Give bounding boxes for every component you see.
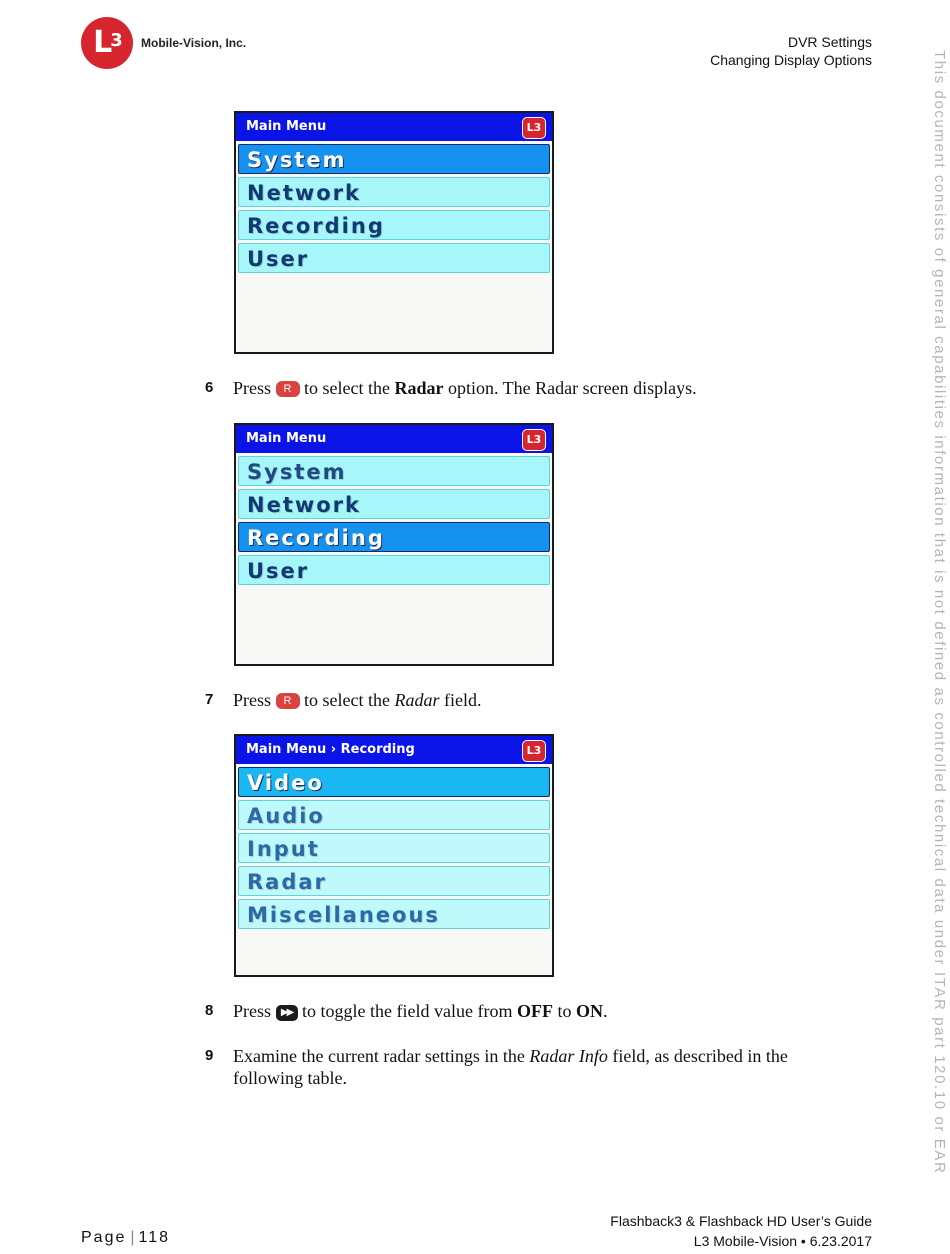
publisher-date: L3 Mobile-Vision • 6.23.2017: [693, 1233, 872, 1249]
header-subsection: Changing Display Options: [710, 52, 872, 68]
logo-mark: $L^3$: [93, 25, 121, 60]
step-text: Press R to select the Radar option. The Radar screen displays.: [233, 378, 697, 398]
screen-title-bar: [236, 425, 552, 453]
menu-item-user[interactable]: User: [238, 243, 550, 273]
page-number: Page | 118: [81, 1229, 171, 1246]
menu-item-recording[interactable]: Recording: [238, 210, 550, 240]
screen-title: Main Menu: [246, 119, 327, 134]
menu-item-video[interactable]: Video: [238, 767, 550, 797]
screen-title: Main Menu › Recording: [246, 742, 415, 757]
menu-item-user[interactable]: User: [238, 555, 550, 585]
dvr-screen-main-menu-system: [234, 111, 554, 354]
dvr-screen-recording-menu: [234, 734, 554, 977]
step-number: 9: [205, 1047, 214, 1064]
step-number: 6: [205, 379, 214, 396]
fast-forward-icon: ▶▶: [276, 1005, 298, 1021]
r-button-icon: R: [276, 381, 300, 397]
header-section: DVR Settings: [787, 34, 872, 50]
screen-title: Main Menu: [246, 431, 327, 446]
step-text: Press R to select the Radar field.: [233, 690, 482, 710]
step-number: 7: [205, 691, 214, 708]
dvr-screen-main-menu-recording: [234, 423, 554, 666]
menu-item-miscellaneous[interactable]: Miscellaneous: [238, 899, 550, 929]
menu-item-system[interactable]: System: [238, 144, 550, 174]
l3-badge-icon: L3: [522, 740, 546, 762]
menu-item-network[interactable]: Network: [238, 489, 550, 519]
screen-title-bar: [236, 736, 552, 764]
side-disclaimer-text: This document consists of general capabilities information that is not defined as controlled technical data under ITAR part 120.10 or EAR: [931, 50, 948, 1175]
step-text: Examine the current radar settings in the Radar Info field, as described in the following table.: [233, 1046, 788, 1088]
menu-item-radar[interactable]: Radar: [238, 866, 550, 896]
menu-item-audio[interactable]: Audio: [238, 800, 550, 830]
menu-item-network[interactable]: Network: [238, 177, 550, 207]
l3-badge-icon: L3: [522, 117, 546, 139]
menu-item-system[interactable]: System: [238, 456, 550, 486]
screen-title-bar: [236, 113, 552, 141]
running-footer: [610, 1211, 872, 1251]
guide-title: Flashback3 & Flashback HD User’s Guide: [610, 1213, 872, 1229]
menu-item-input[interactable]: Input: [238, 833, 550, 863]
side-disclaimer: [930, 50, 950, 1230]
l3-badge-icon: L3: [522, 429, 546, 451]
r-button-icon: R: [276, 693, 300, 709]
running-header: [710, 33, 872, 69]
menu-item-recording[interactable]: Recording: [238, 522, 550, 552]
company-name: Mobile-Vision, Inc.: [141, 36, 247, 50]
step-number: 8: [205, 1002, 214, 1019]
company-logo: [81, 17, 247, 69]
step-text: Press ▶▶ to toggle the field value from OFF to ON.: [233, 1001, 608, 1021]
